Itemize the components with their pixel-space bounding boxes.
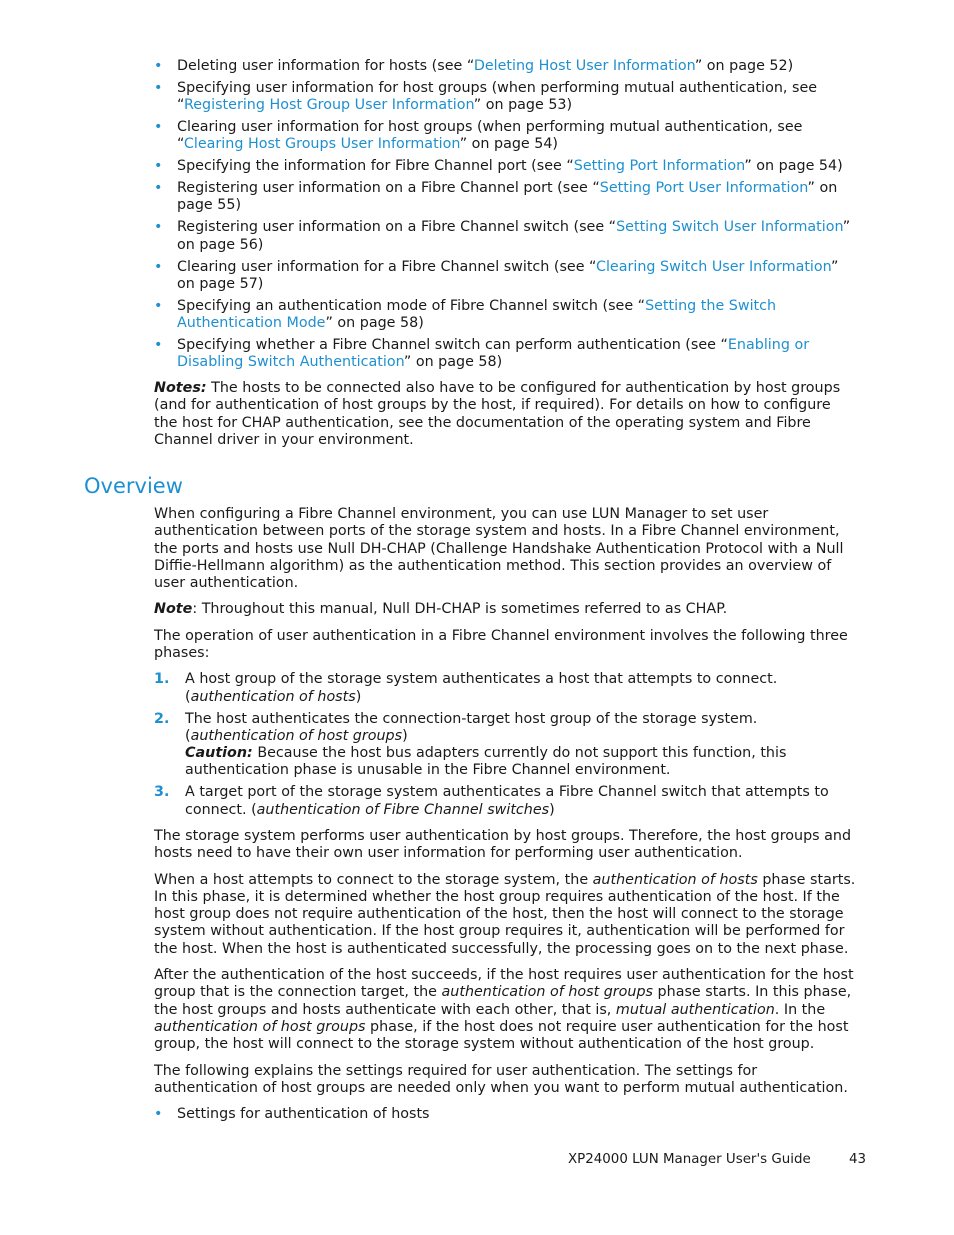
- phases-list: [154, 671, 862, 819]
- section-heading-overview: Overview: [84, 474, 183, 498]
- list-item: 1. A host group of the storage system authenticates a host that attempts to connect. (authentication of hosts): [154, 671, 778, 705]
- link-deleting-host-user-information[interactable]: Deleting Host User Information: [473, 58, 695, 74]
- notes-label: Notes:: [154, 380, 207, 396]
- link-clearing-host-groups-user-information[interactable]: Clearing Host Groups User Information: [183, 136, 460, 153]
- link-enabling-disabling-switch-authentication[interactable]: Enabling or Disabling Switch Authentication: [177, 336, 810, 371]
- list-item: • Specifying the information for Fibre Channel port (see “Setting Port Information” on page 54): [154, 158, 854, 175]
- paragraph: The operation of user authentication in a Fibre Channel environment involves the following three phases:: [154, 627, 848, 662]
- list-item: • Specifying user information for host groups (when performing mutual authentication, see “Registering Host Group User Information” on page 53): [154, 80, 854, 115]
- list-item: • Registering user information on a Fibre Channel switch (see “Setting Switch User Information” on page 56): [154, 219, 854, 254]
- paragraph: When configuring a Fibre Channel environment, you can use LUN Manager to set user authentication between ports of the storage system and hosts. In a Fibre Channel environment, the ports and hosts use Null DH-CHAP (Challenge Handshake Authentication Protocol with a Null Diffie-Hellmann algorithm) as the authentication method. This section provides an overview of user authentication.: [154, 506, 844, 592]
- caution-label: Caution:: [185, 745, 253, 762]
- link-clearing-switch-user-information[interactable]: Clearing Switch User Information: [595, 258, 831, 275]
- paragraph: After the authentication of the host succeeds, if the host requires user authentication for the host group that is the connection target, the authentication of host groups phase starts. In this phase, the host groups and hosts authenticate with each other, that is, mutual authentication. In the authentication of host groups phase, if the host does not require user authentication for the host group, the host will connect to the storage system without authentication of the host group.: [154, 967, 854, 1053]
- list-item: • Registering user information on a Fibre Channel port (see “Setting Port User Information” on page 55): [154, 180, 854, 215]
- list-number: 2.: [154, 710, 170, 727]
- list-item: 3. A target port of the storage system authenticates a Fibre Channel switch that attempts to connect. (authentication of Fibre Channel switches): [154, 784, 829, 818]
- link-registering-host-group-user-information[interactable]: Registering Host Group User Information: [183, 97, 474, 114]
- paragraph: The following explains the settings required for user authentication. The settings for authentication of host groups are needed only when you want to perform mutual authentication.: [154, 1062, 848, 1096]
- list-item: • Clearing user information for a Fibre Channel switch (see “Clearing Switch User Information” on page 57): [154, 259, 854, 294]
- note-paragraph: Note: Throughout this manual, Null DH-CHAP is sometimes referred to as CHAP.: [154, 601, 728, 618]
- list-item: 2. The host authenticates the connection-target host group of the storage system. (authentication of host groups) Caution: Because the host bus adapters currently do not support this function, this authentication phase is unusable in the Fibre Channel environment.: [154, 710, 787, 779]
- link-setting-switch-user-information[interactable]: Setting Switch User Information: [616, 219, 843, 236]
- settings-bullet-list: [154, 1106, 862, 1123]
- paragraph: The storage system performs user authentication by host groups. Therefore, the host groups and hosts need to have their own user information for performing user authentication.: [154, 827, 852, 862]
- overview-body: [154, 506, 862, 1123]
- list-number: 3.: [154, 784, 170, 801]
- list-item: • Clearing user information for host groups (when performing mutual authentication, see “Clearing Host Groups User Information” on page 54): [154, 119, 854, 154]
- list-item: • Settings for authentication of hosts: [154, 1106, 862, 1123]
- note-label: Note: [154, 601, 193, 618]
- list-number: 1.: [154, 671, 170, 688]
- notes-text: The hosts to be connected also have to be configured for authentication by host groups (and for authentication of host groups by the host, if required). For details on how to configure the host for CHAP authentication, see the documentation of the operating system and Fibre Channel driver in your environment.: [154, 380, 841, 448]
- link-setting-port-information[interactable]: Setting Port Information: [573, 158, 745, 175]
- list-item: • Deleting user information for hosts (see “Deleting Host User Information” on page 52): [154, 58, 854, 75]
- footer-document-title: XP24000 LUN Manager User's Guide: [568, 1152, 811, 1167]
- link-setting-port-user-information[interactable]: Setting Port User Information: [599, 180, 808, 197]
- link-setting-switch-authentication-mode[interactable]: Setting the Switch Authentication Mode: [177, 297, 777, 332]
- list-item: • Specifying an authentication mode of Fibre Channel switch (see “Setting the Switch Authentication Mode” on page 58): [154, 298, 854, 333]
- notes-paragraph: [154, 380, 844, 449]
- list-item: • Specifying whether a Fibre Channel switch can perform authentication (see “Enabling or Disabling Switch Authentication” on page 58): [154, 337, 854, 372]
- caution-note: Caution: Because the host bus adapters currently do not support this function, this authentication phase is unusable in the Fibre Channel environment.: [185, 745, 787, 779]
- paragraph: When a host attempts to connect to the storage system, the authentication of hosts phase starts. In this phase, it is determined whether the host group requires authentication of the host. If the host group does not require authentication of the host, then the host will connect to the storage system without authentication. If the host group requires it, authentication will be performed for the host. When the host is authenticated successfully, the processing goes on to the next phase.: [154, 871, 856, 957]
- top-bullet-list: [154, 58, 854, 376]
- footer-page-number: 43: [849, 1152, 867, 1167]
